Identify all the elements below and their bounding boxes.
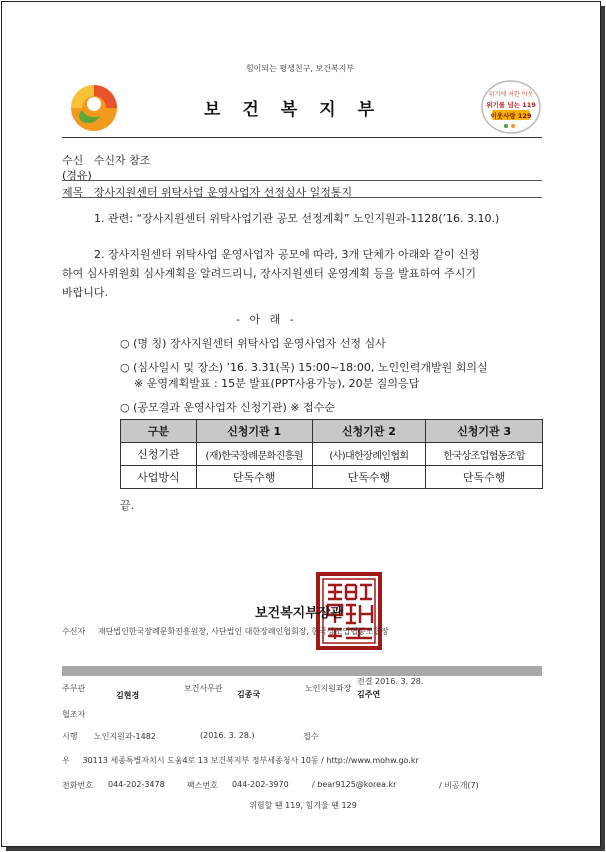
- recipient-label: 수신: [62, 154, 84, 167]
- subject-label: 제목: [62, 186, 84, 199]
- enforcement-date: (2016. 3. 28.): [200, 731, 255, 740]
- recipient-row: [62, 152, 150, 168]
- approval-role-2: 보건사무관: [184, 684, 223, 693]
- table-cell: (사)대한장례인협회: [312, 443, 426, 466]
- table-row: [121, 443, 543, 466]
- body-item-2-line-2: 하여 심사위원회 심사계획을 알려드리니, 장사지원센터 운영계획 등을 발표하여 주시기: [62, 267, 477, 280]
- applicant-table: [120, 419, 543, 489]
- section-title: - 아 래 -: [236, 313, 297, 326]
- bullet-name: ○ (명 칭) 장사지원센터 위탁사업 운영사업자 선정 심사: [120, 337, 386, 350]
- table-cell: (재)한국장례문화진흥원: [196, 443, 312, 466]
- approval-name-1: 김현경: [116, 691, 140, 700]
- table-cell: 신청기관: [121, 443, 197, 466]
- email-value: / bear9125@korea.kr: [312, 780, 397, 789]
- helpline-badge-icon: [480, 79, 542, 135]
- page-shadow-right: [601, 6, 605, 850]
- approval-role-1: 주무관: [62, 684, 86, 693]
- table-header: 신청기관 3: [426, 420, 543, 443]
- footer-helpline: 위험할 땐 119, 힘겨울 땐 129: [249, 801, 357, 810]
- body-item-1: 1. 관련: “장사지원센터 위탁사업기관 공모 선정계획” 노인지원과-1128(’16. 3.10.): [94, 212, 500, 225]
- bullet-applicants: ○ (공모결과 운영사업자 신청기관) ※ 접수순: [120, 401, 335, 414]
- table-cell: 단독수행: [312, 466, 426, 489]
- table-row: [121, 466, 543, 489]
- table-header: 신청기관 1: [196, 420, 312, 443]
- end-mark: 끝.: [120, 499, 135, 512]
- subject-bottom-divider: [62, 197, 542, 198]
- phone-value: 044-202-3478: [108, 780, 165, 789]
- receipt-label: 접수: [303, 732, 319, 741]
- table-header: 구분: [121, 420, 197, 443]
- page-shadow-bottom: [6, 847, 605, 851]
- subject-top-divider: [62, 180, 542, 181]
- table-cell: 단독수행: [196, 466, 312, 489]
- fax-value: 044-202-3970: [232, 780, 289, 789]
- address-row: [62, 755, 419, 766]
- badge-line-2: 위기를 넘는 119: [486, 101, 536, 109]
- enforcement-number: 노인지원과-1482: [94, 732, 156, 741]
- approval-name-2: 김종국: [237, 690, 261, 699]
- bullet-schedule: ○ (심사일시 및 장소) ’16. 3.31(목) 15:00~18:00, 노인인력개발원 회의실: [120, 361, 488, 374]
- address-label: 우: [62, 756, 70, 765]
- footer-recipients-value: 재단법인한국장례문화진흥원장, 사단법인 대한장례인협회장, 한국상조업협동조합장: [97, 627, 389, 636]
- disclosure-value: / 비공개(7): [439, 781, 479, 790]
- approval-date-3: 전결 2016. 3. 28.: [357, 677, 424, 686]
- sender-name: 보건복지부장관: [255, 606, 343, 621]
- table-cell: 사업방식: [121, 466, 197, 489]
- approval-role-3: 노인지원과장: [305, 684, 352, 693]
- table-cell: 단독수행: [426, 466, 543, 489]
- enforcement-label: 시행: [62, 732, 78, 741]
- header-slogan: 힘이되는 평생친구, 보건복지부: [245, 64, 355, 73]
- via-row: (경유): [62, 169, 92, 182]
- table-cell: 한국상조업협동조합: [426, 443, 543, 466]
- footer-recipients-label: 수신자: [62, 627, 86, 636]
- badge-line-3: 이웃사랑 129: [490, 112, 532, 120]
- table-header-row: [121, 420, 543, 443]
- badge-line-1: 위기에 처한 이웃: [488, 91, 534, 98]
- header-divider: [62, 137, 542, 138]
- phone-label: 전화번호: [62, 781, 93, 790]
- ministry-logo-icon: [68, 80, 120, 132]
- recipient-value: 수신자 참조: [93, 154, 151, 167]
- bullet-schedule-note: ※ 운영계획발표 : 15분 발표(PPT사용가능), 20분 질의응답: [134, 377, 420, 390]
- approval-name-3: 김주연: [357, 690, 381, 699]
- subject-value: 장사지원센터 위탁사업 운영사업자 선정심사 일정통지: [93, 186, 353, 199]
- cooperation-label: 협조자: [62, 710, 86, 719]
- fax-label: 팩스번호: [187, 781, 218, 790]
- address-value: 30113 세종특별자치시 도움4로 13 보건복지부 정부세종청사 10동 / http://www.mohw.go.kr: [82, 756, 419, 765]
- body-item-2-line-3: 바랍니다.: [62, 286, 109, 299]
- footer-divider-bar: [62, 666, 542, 676]
- ministry-title: 보건복지부: [203, 100, 397, 120]
- body-item-2-line-1: 2. 장사지원센터 위탁사업 운영사업자 공모에 따라, 3개 단체가 아래와 같이 신청: [94, 248, 480, 261]
- footer-recipients-row: [62, 626, 389, 637]
- table-header: 신청기관 2: [312, 420, 426, 443]
